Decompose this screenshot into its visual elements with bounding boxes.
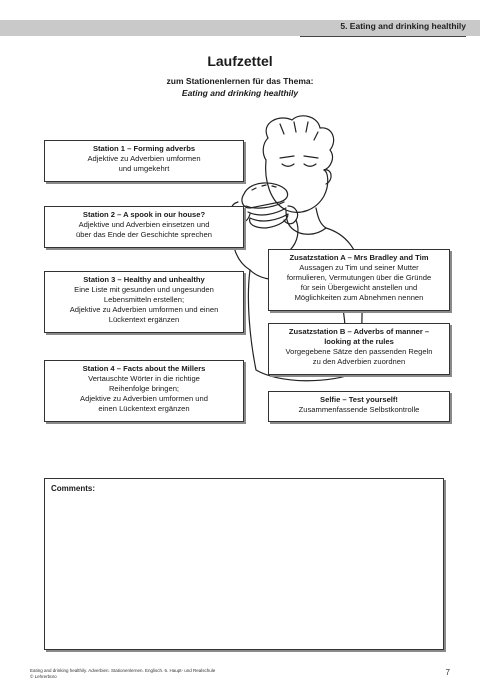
header-divider (300, 36, 466, 37)
station-text: Adjektive zu Adverbien umformen (87, 154, 201, 163)
station-text: Reihenfolge bringen; (108, 384, 180, 393)
station-text: Vertauschte Wörter in die richtige (88, 374, 200, 383)
station-text: Adjektive und Adverbien einsetzen und (78, 220, 210, 229)
station-text: Aussagen zu Tim und seiner Mutter (299, 263, 419, 272)
station-text: Lebensmitteln erstellen; (103, 295, 185, 304)
station-text: Vorgegebene Sätze den passenden Regeln (285, 347, 433, 356)
station-title: Zusatzstation A – Mrs Bradley and Tim (289, 253, 429, 262)
station-text: Möglichkeiten zum Abnehmen nennen (294, 293, 424, 302)
station-title-line2: looking at the rules (324, 337, 394, 346)
station-text: einen Lückentext ergänzen (98, 404, 190, 413)
station-3-box (44, 271, 244, 333)
station-text: Lückentext ergänzen (108, 315, 180, 324)
station-text: Adjektive zu Adverbien umformen und (80, 394, 208, 403)
page-topic: Eating and drinking healthily (181, 88, 299, 98)
chapter-label: 5. Eating and drinking healthily (340, 21, 466, 31)
page-number: 7 (445, 668, 450, 677)
station-1-box (44, 140, 244, 182)
station-title: Selfie – Test yourself! (320, 395, 398, 404)
extra-station-b-box (268, 323, 450, 375)
station-text: Zusammenfassende Selbstkontrolle (298, 405, 420, 414)
station-text: Eine Liste mit gesunden und ungesunden (74, 285, 214, 294)
station-title: Station 2 – A spook in our house? (82, 210, 206, 219)
page-subtitle: zum Stationenlernen für das Thema: (166, 76, 314, 86)
station-text: für sein Übergewicht anstellen und (300, 283, 418, 292)
page-title: Laufzettel (207, 53, 273, 69)
station-title: Station 4 – Facts about the Millers (82, 364, 206, 373)
station-text: Adjektive zu Adverbien umformen und einen (69, 305, 219, 314)
selfie-box (268, 391, 450, 422)
station-title: Zusatzstation B – Adverbs of manner – (288, 327, 430, 336)
station-text: zu den Adverbien zuordnen (312, 357, 406, 366)
station-text: über das Ende der Geschichte sprechen (76, 230, 212, 239)
station-2-box (44, 206, 244, 248)
comments-label: Comments: (51, 484, 96, 493)
extra-station-a-box (268, 249, 450, 311)
station-text: und umgekehrt (118, 164, 170, 173)
station-title: Station 3 – Healthy and unhealthy (83, 275, 205, 284)
footer-copyright: © Lehrerbüro (30, 674, 57, 679)
station-title: Station 1 – Forming adverbs (92, 144, 196, 153)
station-4-box (44, 360, 244, 422)
comments-box[interactable] (44, 478, 444, 650)
footer (30, 668, 215, 680)
station-text: formulieren, Vermutungen über die Gründe (286, 273, 432, 282)
footer-line: Eating and drinking healthily. Adverbien. Stationenlernen. Englisch. 6. Haupt- und Realschule (30, 668, 216, 673)
